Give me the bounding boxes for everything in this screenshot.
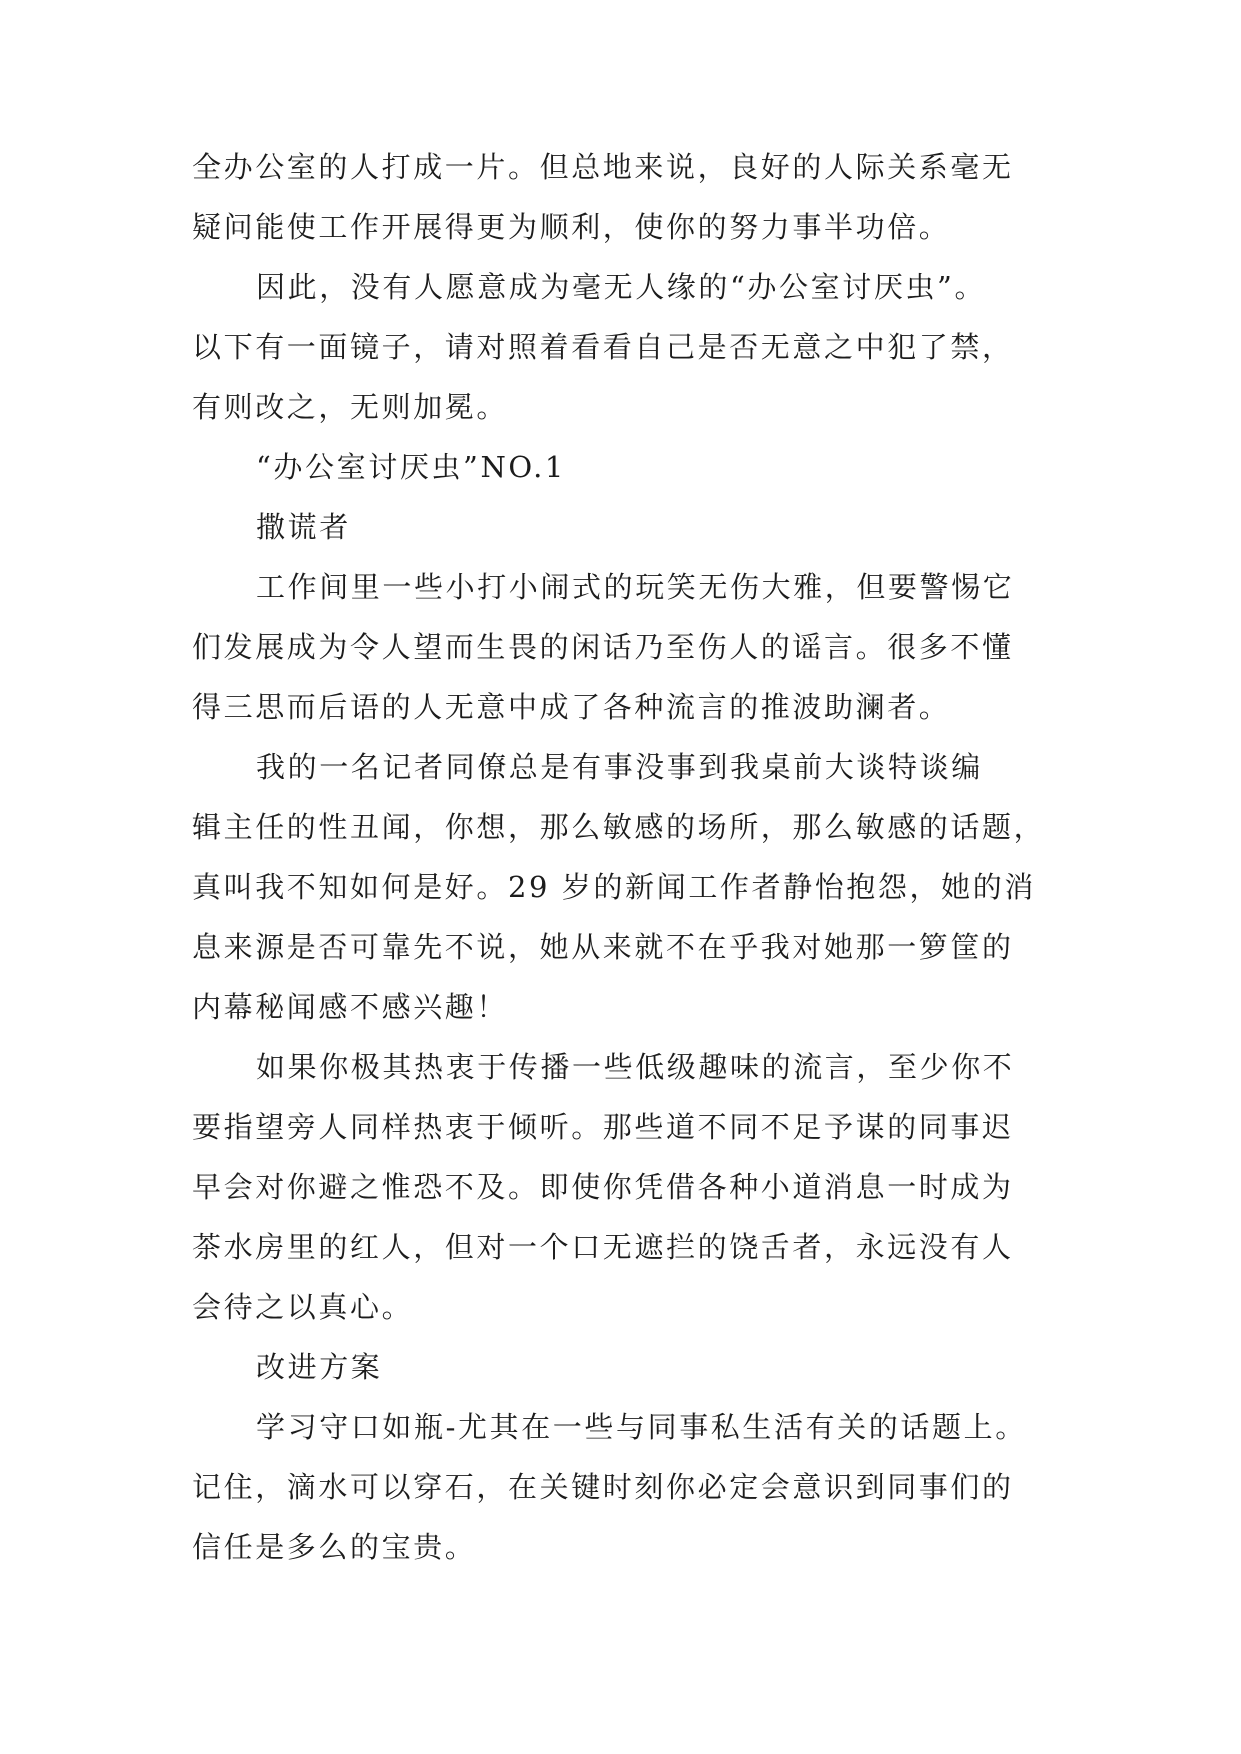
text-line: 要指望旁人同样热衷于倾听。那些道不同不足予谋的同事迟 [192,1110,1014,1144]
text-line: 信任是多么的宝贵。 [192,1530,477,1564]
text-line: 有则改之，无则加冕。 [192,390,509,424]
text-line: 会待之以真心。 [192,1290,414,1324]
text-line: 疑问能使工作开展得更为顺利，使你的努力事半功倍。 [192,210,951,244]
text-line: 记住，滴水可以穿石，在关键时刻你必定会意识到同事们的 [192,1470,1014,1504]
text-line: 工作间里一些小打小闹式的玩笑无伤大雅，但要警惕它 [256,570,1015,604]
text-line: 以下有一面镜子，请对照着看看自己是否无意之中犯了禁， [192,330,1014,364]
text-line: 得三思而后语的人无意中成了各种流言的推波助澜者。 [192,690,951,724]
text-line: 辑主任的性丑闻，你想，那么敏感的场所，那么敏感的话题， [192,810,1046,844]
section-heading: “办公室讨厌虫”NO.1 [256,450,566,484]
text-line: 们发展成为令人望而生畏的闲话乃至伤人的谣言。很多不懂 [192,630,1014,664]
text-line: 学习守口如瓶-尤其在一些与同事私生活有关的话题上。 [256,1410,1027,1444]
text-line: 真叫我不知如何是好。29 岁的新闻工作者静怡抱怨，她的消 [192,870,1036,904]
text-line: 茶水房里的红人，但对一个口无遮拦的饶舌者，永远没有人 [192,1230,1014,1264]
text-line: 全办公室的人打成一片。但总地来说，良好的人际关系毫无 [192,150,1014,184]
text-line: 如果你极其热衷于传播一些低级趣味的流言，至少你不 [256,1050,1015,1084]
section-subheading: 撒谎者 [256,510,351,544]
text-line: 因此，没有人愿意成为毫无人缘的“办公室讨厌虫”。 [256,270,987,304]
text-line: 我的一名记者同僚总是有事没事到我桌前大谈特谈编 [256,750,983,784]
text-line: 内幕秘闻感不感兴趣！ [192,990,509,1024]
text-line: 息来源是否可靠先不说，她从来就不在乎我对她那一箩筐的 [192,930,1014,964]
section-subheading: 改进方案 [256,1350,383,1384]
text-line: 早会对你避之惟恐不及。即使你凭借各种小道消息一时成为 [192,1170,1014,1204]
